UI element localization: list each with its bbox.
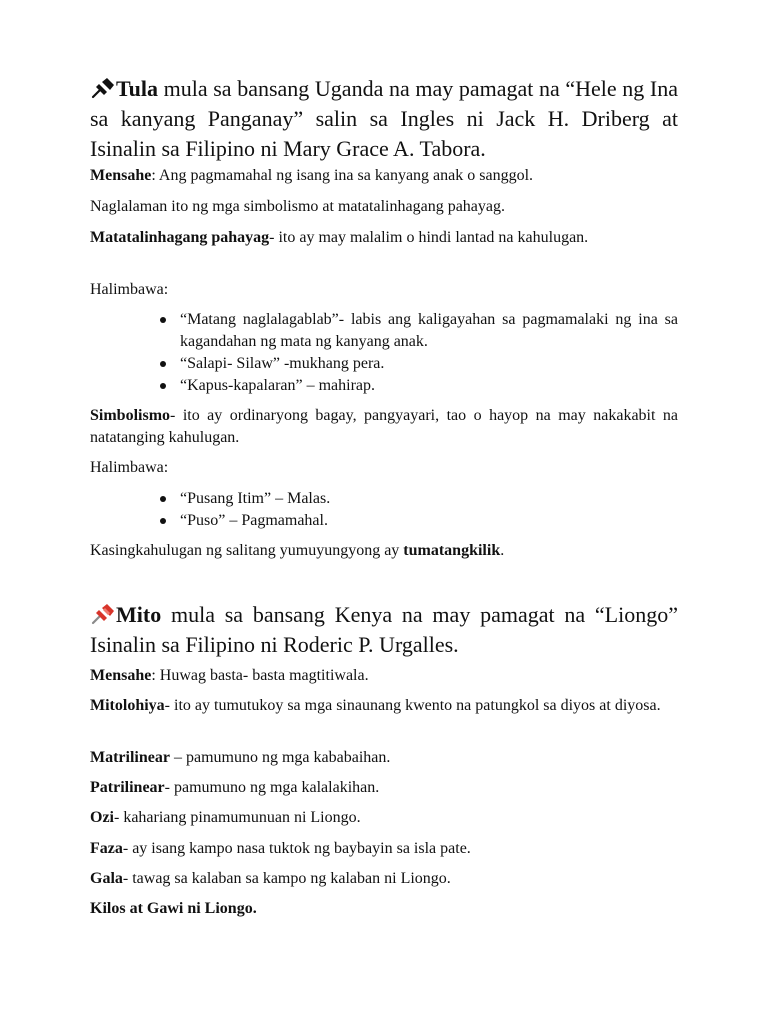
mensahe-text: : Ang pagmamahal ng isang ina sa kanyang anak o sanggol.: [151, 167, 534, 184]
black-pushpin-icon: [90, 77, 116, 99]
tula-title-text: mula sa bansang Uganda na may pamagat na “Hele ng Ina sa kanyang Panganay” salin sa Ingles ni Jack H. Driberg at Isinalin sa Filipino ni Mary Grace A. Tabora.: [90, 76, 678, 161]
tula-halimbawa-1: [90, 279, 678, 301]
mito-mitolohiya: [90, 695, 678, 717]
mito-kilos-heading: [90, 898, 678, 920]
naglalaman-text: Naglalaman ito ng mga simbolismo at matatalinhagang pahayag.: [90, 198, 505, 215]
mitolohiya-text: - ito ay tumutukoy sa mga sinaunang kwento na patungkol sa diyos at diyosa.: [164, 697, 661, 714]
simbolismo-text: - ito ay ordinaryong bagay, pangyayari, tao o hayop na may nakakabit na natatanging kahulugan.: [90, 407, 678, 446]
mensahe-term: Mensahe: [90, 667, 152, 684]
list-item: “Puso” – Pagmamahal.: [160, 510, 678, 532]
matrilinear-term: Matrilinear: [90, 749, 170, 766]
halimbawa-label: Halimbawa:: [90, 281, 169, 298]
tula-mensahe: [90, 165, 678, 187]
mensahe-text: : Huwag basta- basta magtitiwala.: [151, 667, 369, 684]
list-item: “Kapus-kapalaran” – mahirap.: [160, 375, 678, 397]
tula-matatalinhaga: [90, 227, 678, 249]
tula-kasingkahulugan: [90, 540, 678, 562]
tula-halimbawa-2: [90, 457, 678, 479]
faza-term: Faza: [90, 840, 123, 857]
faza-text: - ay isang kampo nasa tuktok ng baybayin sa isla pate.: [122, 840, 471, 857]
tula-examples-list-2: [160, 488, 678, 532]
tula-heading: [90, 74, 678, 164]
patrilinear-term: Patrilinear: [90, 779, 165, 796]
kilos-heading: Kilos at Gawi ni Liongo.: [90, 900, 257, 917]
kasingkahulugan-term: tumatangkilik: [403, 542, 501, 559]
list-item: “Salapi- Silaw” -mukhang pera.: [160, 353, 678, 375]
matatalinhaga-text: - ito ay may malalim o hindi lantad na kahulugan.: [269, 229, 589, 246]
list-item: “Pusang Itim” – Malas.: [160, 488, 678, 510]
mito-ozi: [90, 807, 678, 829]
mito-matrilinear: [90, 747, 678, 769]
gala-text: - tawag sa kalaban sa kampo ng kalaban ni Liongo.: [122, 870, 451, 887]
kasingkahulugan-text: Kasingkahulugan ng salitang yumuyungyong ay: [90, 542, 404, 559]
simbolismo-term: Simbolismo: [90, 407, 171, 424]
red-pushpin-icon: [90, 603, 116, 625]
mito-heading: [90, 600, 678, 660]
matatalinhaga-term: Matatalinhagang pahayag: [90, 229, 270, 246]
matrilinear-text: – pamumuno ng mga kababaihan.: [169, 749, 391, 766]
tula-title-term: Tula: [116, 76, 159, 101]
halimbawa-label: Halimbawa:: [90, 459, 169, 476]
mito-mensahe: [90, 665, 678, 687]
mito-gala: [90, 868, 678, 890]
list-item: “Matang naglalagablab”- labis ang kaligayahan sa pagmamalaki ng ina sa kagandahan ng mata ng kanyang anak.: [160, 309, 678, 353]
mitolohiya-term: Mitolohiya: [90, 697, 165, 714]
mito-title-text: mula sa bansang Kenya na may pamagat na “Liongo” Isinalin sa Filipino ni Roderic P. Urgalles.: [90, 602, 678, 657]
mensahe-term: Mensahe: [90, 167, 152, 184]
ozi-term: Ozi: [90, 809, 114, 826]
tula-simbolismo: [90, 405, 678, 449]
tula-naglalaman: [90, 196, 678, 218]
patrilinear-text: - pamumuno ng mga kalalakihan.: [164, 779, 380, 796]
ozi-text: - kahariang pinamumunuan ni Liongo.: [114, 809, 361, 826]
mito-patrilinear: [90, 777, 678, 799]
mito-faza: [90, 838, 678, 860]
gala-term: Gala: [90, 870, 123, 887]
kasingkahulugan-end: .: [500, 542, 505, 559]
tula-examples-list-1: [160, 309, 678, 397]
mito-title-term: Mito: [116, 602, 162, 627]
